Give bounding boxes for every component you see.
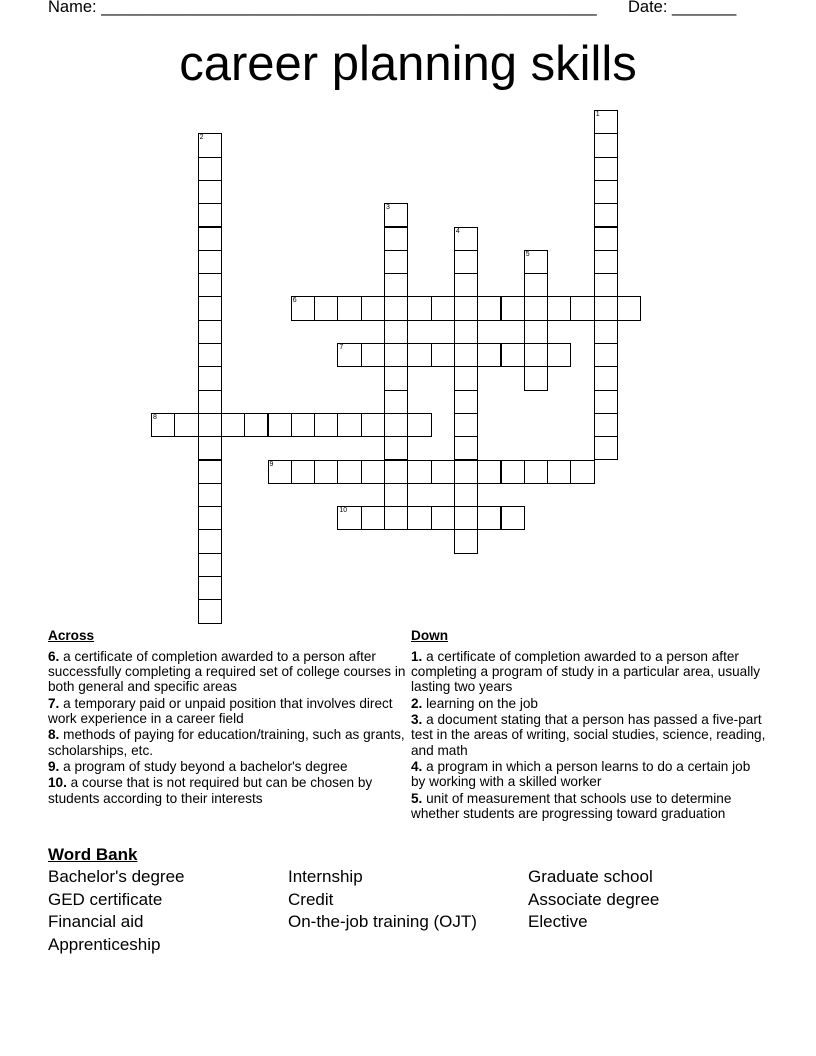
clue-number: 2. [411, 695, 423, 711]
crossword-cell[interactable] [454, 436, 478, 460]
crossword-cell[interactable] [407, 413, 431, 437]
crossword-cell[interactable] [524, 343, 548, 367]
crossword-cell[interactable] [617, 296, 641, 320]
crossword-cell[interactable] [221, 413, 245, 437]
crossword-cell[interactable] [198, 273, 222, 297]
across-clue [48, 649, 410, 695]
crossword-cell[interactable] [594, 110, 618, 134]
clue-number: 8. [48, 727, 60, 743]
crossword-cell[interactable] [384, 390, 408, 414]
crossword-cell[interactable] [198, 390, 222, 414]
clue-number: 9. [48, 758, 60, 774]
word-bank-item: On-the-job training (OJT) [288, 912, 477, 932]
word-bank-item: Apprenticeship [48, 935, 161, 955]
clue-text: a course that is not required but can be chosen by students according to their interests [48, 775, 373, 806]
crossword-cell[interactable] [454, 366, 478, 390]
crossword-cell[interactable] [594, 133, 618, 157]
crossword-cell[interactable] [524, 250, 548, 274]
date-label: Date: [628, 0, 668, 16]
crossword-cell[interactable] [314, 296, 338, 320]
crossword-cell[interactable] [594, 413, 618, 437]
word-bank-item: Graduate school [528, 867, 653, 886]
crossword-cell[interactable] [384, 460, 408, 484]
clue-number-label: 8 [153, 413, 157, 421]
clue-text: a certificate of completion awarded to a person after successfully completing a required set of college courses in both general and specific areas [48, 649, 406, 695]
crossword-cell[interactable] [524, 273, 548, 297]
clue-number-label: 2 [199, 134, 204, 142]
crossword-cell[interactable] [454, 413, 478, 437]
crossword-cell[interactable] [407, 506, 431, 530]
word-bank-item: Associate degree [528, 889, 660, 909]
crossword-cell[interactable] [198, 203, 222, 227]
crossword-cell[interactable] [337, 296, 361, 320]
crossword-cell[interactable] [454, 296, 478, 320]
crossword-cell[interactable] [454, 460, 478, 484]
crossword-cell[interactable] [198, 483, 222, 507]
crossword-cell[interactable] [198, 180, 222, 204]
crossword-cell[interactable] [291, 413, 315, 437]
crossword-cell[interactable] [570, 460, 594, 484]
crossword-cell[interactable] [151, 413, 175, 437]
crossword-cell[interactable] [431, 506, 455, 530]
crossword-cell[interactable] [384, 320, 408, 344]
clue-text: a temporary paid or unpaid position that involves direct work experience in a career field [48, 695, 393, 726]
crossword-cell[interactable] [454, 506, 478, 530]
crossword-cell[interactable] [244, 413, 268, 437]
across-heading: Across [48, 628, 95, 643]
crossword-cell[interactable] [314, 460, 338, 484]
clue-number-label: 1 [595, 111, 600, 118]
crossword-cell[interactable] [501, 296, 525, 320]
down-clues [411, 628, 768, 822]
across-clues [48, 628, 410, 807]
crossword-cell[interactable] [198, 250, 222, 274]
crossword-cell[interactable] [454, 483, 478, 507]
crossword-cell[interactable] [454, 273, 478, 297]
crossword-cell[interactable] [291, 460, 315, 484]
word-bank-item: Credit [288, 889, 334, 909]
word-bank-item: Bachelor's degree [48, 867, 185, 886]
clue-text: unit of measurement that schools use to determine whether students are progressing toward graduation [411, 790, 732, 821]
crossword-cell[interactable] [454, 529, 478, 553]
crossword-cell[interactable] [198, 157, 222, 181]
down-heading: Down [411, 628, 448, 643]
crossword-cell[interactable] [547, 296, 571, 320]
crossword-cell[interactable] [547, 343, 571, 367]
word-bank-item: Financial aid [48, 912, 144, 932]
down-clue [411, 696, 768, 711]
crossword-cell[interactable] [384, 483, 408, 507]
crossword-cell[interactable] [501, 460, 525, 484]
crossword-cell[interactable] [198, 460, 222, 484]
down-clue [411, 759, 768, 789]
across-clue [48, 775, 410, 805]
crossword-cell[interactable] [477, 343, 501, 367]
crossword-cell[interactable] [570, 296, 594, 320]
crossword-cell[interactable] [477, 506, 501, 530]
crossword-cell[interactable] [361, 296, 385, 320]
word-bank [48, 844, 768, 957]
crossword-cell[interactable] [384, 413, 408, 437]
crossword-cell[interactable] [198, 576, 222, 600]
crossword-cell[interactable] [291, 296, 315, 320]
crossword-cell[interactable] [337, 460, 361, 484]
crossword-cell[interactable] [594, 180, 618, 204]
clue-number: 3. [411, 712, 423, 728]
crossword-cell[interactable] [594, 273, 618, 297]
clue-number: 7. [48, 695, 60, 711]
crossword-cell[interactable] [268, 460, 292, 484]
crossword-cell[interactable] [384, 436, 408, 460]
crossword-cell[interactable] [361, 460, 385, 484]
crossword-cell[interactable] [594, 366, 618, 390]
crossword-cell[interactable] [524, 296, 548, 320]
crossword-cell[interactable] [337, 413, 361, 437]
clue-number: 1. [411, 649, 423, 664]
clue-number-label: 3 [386, 204, 390, 212]
crossword-cell[interactable] [198, 343, 222, 367]
crossword-cell[interactable] [198, 553, 222, 577]
crossword-cell[interactable] [361, 343, 385, 367]
word-bank-item: GED certificate [48, 889, 163, 909]
crossword-cell[interactable] [431, 296, 455, 320]
crossword-cell[interactable] [407, 343, 431, 367]
crossword-cell[interactable] [384, 506, 408, 530]
clue-text: methods of paying for education/training, such as grants, scholarships, etc. [48, 727, 405, 758]
crossword-cell[interactable] [198, 366, 222, 390]
crossword-cell[interactable] [454, 390, 478, 414]
crossword-cell[interactable] [384, 250, 408, 274]
crossword-cell[interactable] [361, 413, 385, 437]
clue-text: a program of study beyond a bachelor's degree [59, 758, 348, 774]
clue-number: 5. [411, 790, 423, 806]
down-clue [411, 649, 768, 695]
crossword-cell[interactable] [198, 413, 222, 437]
crossword-cell[interactable] [454, 320, 478, 344]
crossword-cell[interactable] [407, 296, 431, 320]
crossword-cell[interactable] [594, 250, 618, 274]
crossword-cell[interactable] [594, 343, 618, 367]
puzzle-title: career planning skills [179, 37, 637, 91]
crossword-cell[interactable] [198, 529, 222, 553]
crossword-cell[interactable] [524, 460, 548, 484]
crossword-cell[interactable] [407, 460, 431, 484]
crossword-cell[interactable] [431, 343, 455, 367]
crossword-cell[interactable] [337, 506, 361, 530]
across-clue [48, 696, 410, 726]
clue-number-label: 10 [339, 507, 348, 515]
word-bank-item: Internship [288, 867, 363, 886]
crossword-cell[interactable] [594, 390, 618, 414]
crossword-cell[interactable] [198, 506, 222, 530]
crossword-cell[interactable] [384, 203, 408, 227]
crossword-cell[interactable] [198, 599, 222, 623]
down-clue [411, 791, 768, 821]
crossword-cell[interactable] [594, 436, 618, 460]
word-bank-list [48, 866, 768, 957]
down-clue [411, 712, 768, 758]
clue-number-label: 7 [339, 344, 344, 351]
crossword-cell[interactable] [501, 343, 525, 367]
clue-number-label: 6 [292, 297, 297, 305]
crossword-cell[interactable] [547, 460, 571, 484]
across-clue [48, 727, 410, 757]
word-bank-title: Word Bank [48, 845, 138, 864]
crossword-cell[interactable] [477, 460, 501, 484]
clue-number-label: 9 [269, 460, 274, 468]
crossword-cell[interactable] [314, 413, 338, 437]
crossword-cell[interactable] [477, 296, 501, 320]
crossword-cell[interactable] [198, 320, 222, 344]
clue-number: 6. [48, 649, 60, 664]
date-blank[interactable]: _______ [672, 0, 737, 16]
clue-number-label: 5 [525, 250, 530, 258]
name-blank[interactable]: ______________________________________________________ [101, 0, 597, 16]
crossword-cell[interactable] [361, 506, 385, 530]
crossword-cell[interactable] [454, 227, 478, 251]
crossword-cell[interactable] [524, 366, 548, 390]
crossword-cell[interactable] [384, 296, 408, 320]
crossword-cell[interactable] [524, 320, 548, 344]
crossword-cell[interactable] [594, 157, 618, 181]
crossword-cell[interactable] [594, 320, 618, 344]
word-bank-item: Elective [528, 912, 588, 932]
crossword-cell[interactable] [594, 227, 618, 251]
crossword-cell[interactable] [384, 343, 408, 367]
crossword-cell[interactable] [384, 273, 408, 297]
crossword-cell[interactable] [198, 436, 222, 460]
crossword-cell[interactable] [337, 343, 361, 367]
clue-text: a document stating that a person has passed a five-part test in the areas of writing, social studies, science, reading, and math [411, 712, 766, 758]
crossword-cell[interactable] [198, 133, 222, 157]
crossword-cell[interactable] [384, 366, 408, 390]
across-clue [48, 759, 410, 774]
crossword-cell[interactable] [501, 506, 525, 530]
name-label: Name: [48, 0, 97, 16]
clue-text: a certificate of completion awarded to a person after completing a program of study in a particular area, usually lasting two years [411, 649, 761, 695]
crossword-cell[interactable] [268, 413, 292, 437]
crossword-cell[interactable] [594, 203, 618, 227]
clue-text: a program in which a person learns to do a certain job by working with a skilled worker [411, 758, 751, 790]
crossword-cell[interactable] [454, 250, 478, 274]
crossword-cell[interactable] [384, 227, 408, 251]
crossword-cell[interactable] [198, 296, 222, 320]
crossword-cell[interactable] [594, 296, 618, 320]
crossword-cell[interactable] [174, 413, 198, 437]
clue-text: learning on the job [422, 695, 538, 711]
crossword-cell[interactable] [198, 227, 222, 251]
clue-number: 4. [411, 758, 423, 774]
clue-number: 10. [48, 775, 67, 791]
crossword-cell[interactable] [431, 460, 455, 484]
clue-number-label: 4 [455, 227, 460, 235]
crossword-cell[interactable] [454, 343, 478, 367]
